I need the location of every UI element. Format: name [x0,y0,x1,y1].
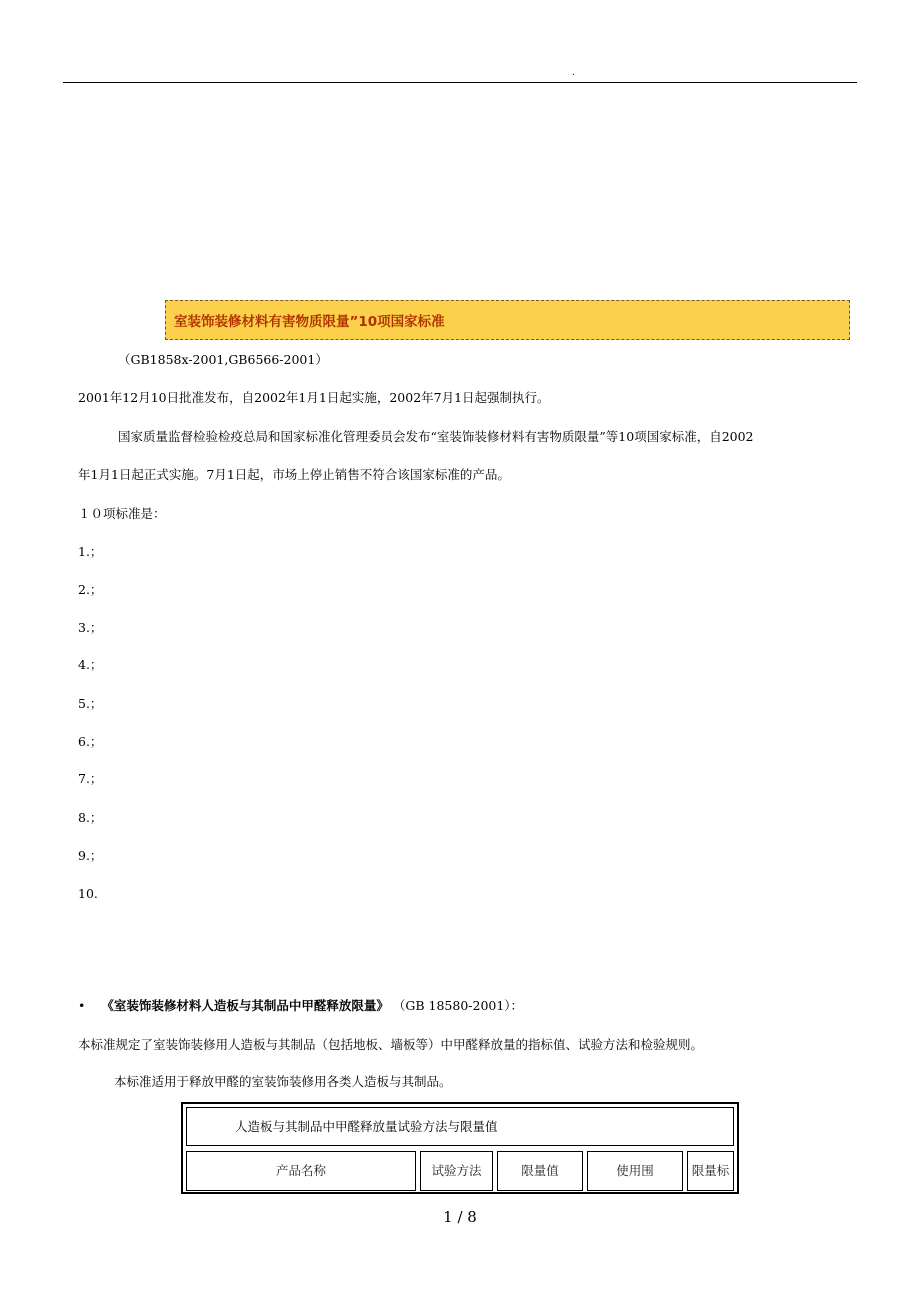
header-dot: . [572,68,575,78]
table-caption: 人造板与其制品中甲醛释放量试验方法与限量值 [186,1107,734,1146]
table-header-cell: 产品名称 [186,1151,416,1191]
section-code: （GB 18580-2001）： [392,998,524,1013]
title-text: 室装饰装修材料有害物质限量”10项国家标准 [174,314,445,330]
section-heading [78,998,523,1014]
list-item: 3.； [78,620,103,635]
gb-codes: （GB1858x-2001,GB6566-2001） [118,352,328,367]
list-item: 2.； [78,582,103,597]
section-description: 本标准规定了室装饰装修用人造板与其制品（包括地板、墙板等）中甲醛释放量的指标值、试验方法和检验规则。 [78,1037,704,1052]
intro-paragraph-line-2: 年1月1日起正式实施。7月1日起，市场上停止销售不符合该国家标准的产品。 [78,467,510,482]
title-banner [165,300,850,340]
list-item: 9.； [78,848,103,863]
approval-paragraph: 2001年12月10日批准发布，自2002年1月1日起实施，2002年7月1日起强制执行。 [78,390,550,405]
bullet-icon: • [78,998,86,1013]
page-number: 1 / 8 [443,1208,477,1226]
section-title: 《室装饰装修材料人造板与其制品中甲醛释放限量》 [101,998,389,1013]
list-item: 5.； [78,696,103,711]
section-scope: 本标准适用于释放甲醛的室装饰装修用各类人造板与其制品。 [114,1074,452,1089]
ten-standards-label: １０项标准是： [78,506,166,521]
list-item: 8.； [78,810,103,825]
list-item: 10. [78,886,98,901]
table-header-cell: 使用围 [587,1151,683,1191]
table-header-cell: 限量标 [687,1151,734,1191]
list-item: 7.； [78,771,103,786]
list-item: 1.； [78,544,103,559]
list-item: 6.； [78,734,103,749]
formaldehyde-table [181,1102,739,1194]
list-item: 4.； [78,657,103,672]
table-header-cell: 限量值 [497,1151,583,1191]
header-rule [63,82,857,83]
intro-paragraph-line-1: 国家质量监督检验检疫总局和国家标准化管理委员会发布“室装饰装修材料有害物质限量”等10项国家标准，自2002 [118,429,754,444]
table-header-cell: 试验方法 [420,1151,493,1191]
